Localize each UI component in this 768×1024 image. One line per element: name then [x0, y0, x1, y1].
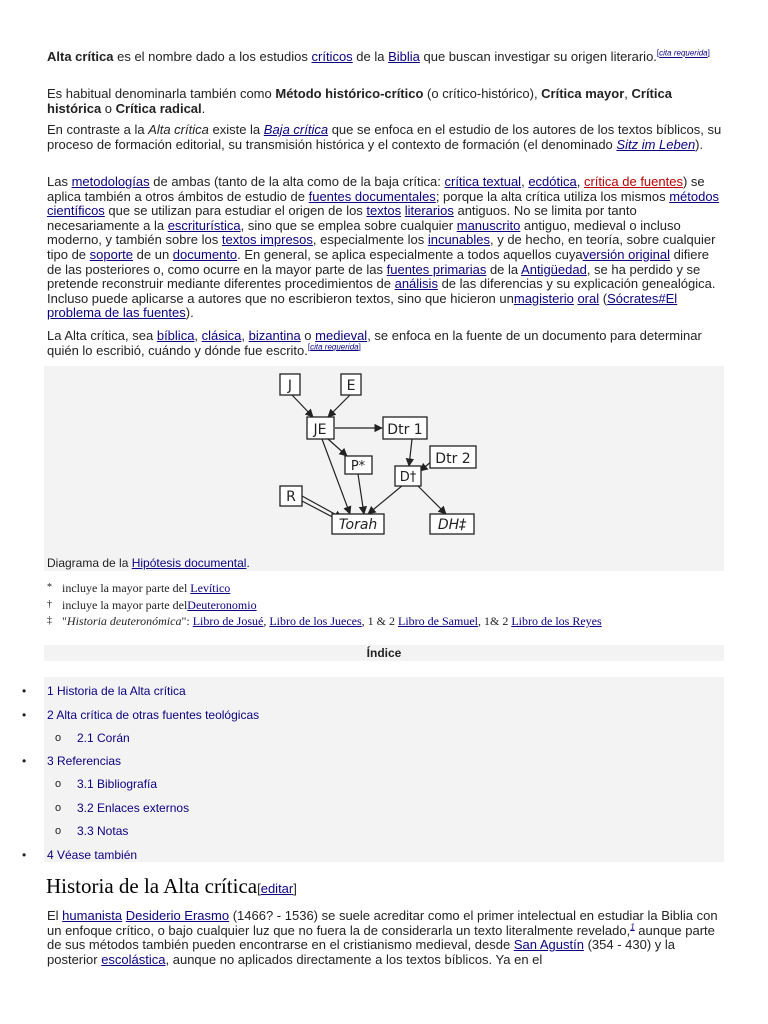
text: , sino que se emplea sobre cualquier	[240, 217, 457, 233]
bracket: ]	[293, 881, 297, 896]
bullet-disc: •	[22, 754, 27, 768]
text: ":	[181, 614, 193, 628]
text: antiguo, medieval o incluso moderno, y también sobre los	[47, 217, 681, 248]
toc-item-bibliografia[interactable]: 3.1 Bibliografía	[77, 777, 158, 791]
text: .	[201, 100, 206, 116]
node-r: R	[286, 489, 296, 505]
link-ecdotica[interactable]: ecdótica	[528, 174, 577, 189]
link-textos-impresos[interactable]: textos impresos	[221, 232, 313, 248]
text: incluye la mayor parte del	[59, 598, 188, 612]
text: , 1& 2	[477, 614, 512, 628]
link-fuentes-primarias[interactable]: fuentes primarias	[386, 261, 487, 277]
link-fuentes-documentales[interactable]: fuentes documentales	[308, 188, 436, 204]
text: , y de hecho, en teoría, sobre cualquier tipo de	[47, 232, 716, 262]
link-biblia[interactable]: Biblia	[388, 49, 420, 64]
contrast-paragraph	[47, 123, 723, 152]
link-deuteronomio[interactable]: Deuteronomio	[187, 598, 257, 612]
node-e: E	[346, 378, 356, 394]
text: En contraste a la	[47, 122, 149, 137]
text: que buscan investigar su origen literario.	[419, 49, 657, 64]
text: antiguos. No se limita por tanto necesariamente a la	[47, 203, 637, 233]
text: o	[300, 328, 316, 343]
intro-paragraph	[47, 50, 723, 65]
link-critica-de-fuentes[interactable]: crítica de fuentes	[583, 174, 683, 189]
text: ,	[521, 174, 529, 189]
text: . En general, se aplica especialmente a todos aquellos cuya	[237, 246, 583, 262]
text: ,	[576, 174, 584, 189]
text: La Alta crítica, sea	[47, 328, 157, 343]
text: Diagrama de la	[47, 556, 132, 570]
link-desiderio-erasmo[interactable]: Desiderio Erasmo	[125, 908, 230, 923]
text: ).	[695, 136, 704, 152]
text: que se utilizan para estudiar el origen de los	[104, 203, 367, 219]
bullet-circle: o	[55, 778, 62, 790]
link-literarios[interactable]: literarios	[404, 203, 454, 219]
footnote-symbol: *	[47, 582, 52, 593]
link-libro-de-los-reyes[interactable]: Libro de los Reyes	[511, 614, 602, 628]
term: Método histórico-crítico	[275, 86, 424, 101]
bullet-disc: •	[22, 684, 27, 698]
term: Crítica mayor	[541, 86, 625, 101]
footnote-symbol: ‡	[47, 615, 52, 626]
link-critica-textual[interactable]: crítica textual	[444, 174, 522, 189]
text: ,	[263, 614, 270, 628]
link-levitico[interactable]: Levítico	[190, 581, 231, 595]
link-escolastica[interactable]: escolástica	[101, 951, 166, 967]
text: de un	[133, 246, 173, 262]
term: Alta crítica	[148, 122, 209, 137]
link-baja-critica[interactable]: Baja crítica	[263, 122, 329, 137]
toc-item-enlaces-externos[interactable]: 3.2 Enlaces externos	[77, 801, 190, 815]
citation-needed: [cita requerida]	[307, 342, 361, 352]
footnote-historia-deuteronomica	[47, 614, 602, 628]
link-cita-requerida[interactable]: cita requerida	[310, 342, 359, 352]
bullet-circle: o	[55, 825, 62, 837]
toc-container	[44, 677, 724, 862]
text: ,	[241, 328, 249, 343]
bullet-disc: •	[22, 848, 27, 862]
link-medieval[interactable]: medieval	[315, 328, 368, 343]
methodology-paragraph	[47, 175, 723, 321]
text: El	[47, 908, 63, 923]
node-p: P*	[350, 459, 366, 474]
link-biblica[interactable]: bíblica	[156, 328, 195, 343]
link-libro-de-samuel[interactable]: Libro de Samuel	[398, 614, 478, 628]
text: Historia deuteronómica	[66, 614, 182, 628]
link-clasica[interactable]: clásica	[201, 328, 242, 343]
link-magisterio[interactable]: magisterio	[513, 290, 574, 306]
text: , se ha perdido y se pretende reconstruir mediante diferentes procedimientos de	[47, 261, 701, 292]
link-antiguedad[interactable]: Antigüedad	[521, 261, 587, 277]
link-criticos[interactable]: críticos	[311, 49, 353, 64]
historia-paragraph	[47, 909, 723, 967]
link-libro-de-josue[interactable]: Libro de Josué	[192, 614, 264, 628]
node-dtr1: Dtr 1	[387, 422, 423, 438]
bullet-circle: o	[55, 802, 62, 814]
link-note-1[interactable]: 1	[630, 922, 635, 932]
link-analisis[interactable]: análisis	[394, 276, 438, 292]
text: de ambas (tanto de la alta como de la baja crítica:	[149, 174, 445, 189]
link-san-agustin[interactable]: San Agustín	[513, 937, 584, 953]
toc-header	[44, 645, 724, 661]
text: Es habitual denominarla también como	[47, 86, 276, 101]
section-heading	[46, 874, 297, 899]
text: ).	[185, 305, 194, 321]
text: (354 - 430) y la posterior	[47, 937, 675, 967]
node-dh: DH‡	[437, 517, 467, 533]
link-bizantina[interactable]: bizantina	[248, 328, 301, 343]
link-incunables[interactable]: incunables	[427, 232, 490, 248]
term-alta-critica: Alta crítica	[47, 49, 114, 64]
text: , especialmente los	[312, 232, 428, 248]
text: incluye la mayor parte del	[59, 581, 191, 595]
text: difiere de las posteriores o, como ocurre en la mayor parte de las	[47, 246, 710, 277]
link-metodologias[interactable]: metodologías	[71, 174, 150, 189]
link-version-original[interactable]: versión original	[582, 246, 671, 262]
text: es el nombre dado a los estudios	[113, 49, 312, 64]
text: que se enfoca en el estudio de los autores de los textos bíblicos, su proceso de formación editorial, su transmisión histórica y el contexto de formación (el denominado	[47, 122, 722, 152]
text: de la	[352, 49, 389, 64]
node-dtr2: Dtr 2	[435, 451, 471, 467]
toc-item-historia[interactable]: 1 Historia de la Alta crítica	[47, 684, 186, 698]
link-documento[interactable]: documento	[172, 246, 238, 262]
toc-item-notas[interactable]: 3.3 Notas	[77, 824, 129, 838]
link-cita-requerida[interactable]: cita requerida	[659, 48, 708, 58]
link-manuscrito[interactable]: manuscrito	[456, 217, 521, 233]
link-hipotesis-documental[interactable]: Hipótesis documental	[131, 556, 247, 570]
text: "	[59, 614, 67, 628]
bullet-circle: o	[55, 732, 62, 744]
text: (o crítico-histórico),	[423, 86, 542, 101]
link-libro-de-los-jueces[interactable]: Libro de los Jueces	[269, 614, 362, 628]
text: , se enfoca en la fuente de un documento para determinar quién lo escribió, cuándo y dónde fue escrito.	[47, 328, 702, 358]
node-torah: Torah	[338, 517, 378, 533]
text: aunque parte de sus métodos también pueden encontrarse en el cristianismo medieval, desde	[47, 922, 715, 953]
text: ,	[194, 328, 202, 343]
text: (	[599, 290, 608, 306]
link-oral[interactable]: oral	[577, 290, 600, 306]
text: ) se aplica también a otros ámbitos de estudio de	[47, 174, 705, 204]
toc-item-otras-fuentes[interactable]: 2 Alta crítica de otras fuentes teológicas	[47, 708, 260, 722]
text: Las	[47, 174, 72, 189]
edit-section	[257, 881, 297, 896]
text: de la	[486, 261, 522, 277]
text: existe la	[208, 122, 264, 137]
term: Crítica radical	[115, 100, 202, 116]
text: .	[246, 556, 250, 570]
footnote-deuteronomio	[47, 598, 257, 612]
link-socrates[interactable]: Sócrates#El problema de las fuentes	[47, 290, 678, 321]
toc-item-referencias[interactable]: 3 Referencias	[47, 754, 122, 768]
bracket: [	[257, 881, 261, 896]
toc-title: Índice	[366, 646, 402, 660]
link-metodos-cientificos[interactable]: métodos científicos	[47, 188, 720, 219]
text: (1466? - 1536) se suele acreditar como el primer intelectual en estudiar la Biblia con un enfoque crítico, o bajo cualquier luz que no fuera la de considerarla un texto literalmente revelado,	[47, 908, 718, 938]
node-d: D†	[399, 470, 417, 485]
link-soporte[interactable]: soporte	[89, 246, 134, 262]
link-escrituristica[interactable]: escriturística	[167, 217, 241, 233]
edit-link[interactable]: editar	[260, 881, 294, 896]
text: de las diferencias y su explicación genealógica. Incluso puede aplicarse a autores que no escribieron textos, sino que hicieron un	[47, 276, 716, 306]
text: ; porque la alta crítica utiliza los mismos	[435, 188, 670, 204]
footnote-levitico	[47, 581, 230, 595]
toc-item-vease-tambien[interactable]: 4 Véase también	[47, 848, 138, 862]
citation-needed: [cita requerida]	[656, 48, 710, 58]
term: Crítica histórica	[47, 86, 672, 116]
text: ,	[624, 86, 632, 101]
link-humanista[interactable]: humanista	[62, 908, 123, 923]
aliases-paragraph	[47, 87, 723, 116]
documentary-hypothesis-diagram[interactable]	[270, 368, 500, 540]
toc-item-coran[interactable]: 2.1 Corán	[77, 731, 130, 745]
link-sitz-im-leben[interactable]: Sitz im Leben	[616, 136, 696, 152]
text: , 1 & 2	[361, 614, 398, 628]
text: , aunque no aplicados directamente a los textos bíblicos. Ya en el	[165, 951, 543, 967]
bullet-disc: •	[22, 708, 27, 722]
figure-caption	[47, 556, 250, 570]
node-j: J	[287, 378, 293, 394]
node-je: JE	[313, 422, 327, 438]
link-textos[interactable]: textos	[366, 203, 402, 219]
section-heading-text: Historia de la Alta crítica	[46, 874, 258, 898]
text: o	[101, 100, 116, 116]
scope-paragraph	[47, 329, 723, 358]
footnote-symbol: †	[47, 599, 52, 610]
